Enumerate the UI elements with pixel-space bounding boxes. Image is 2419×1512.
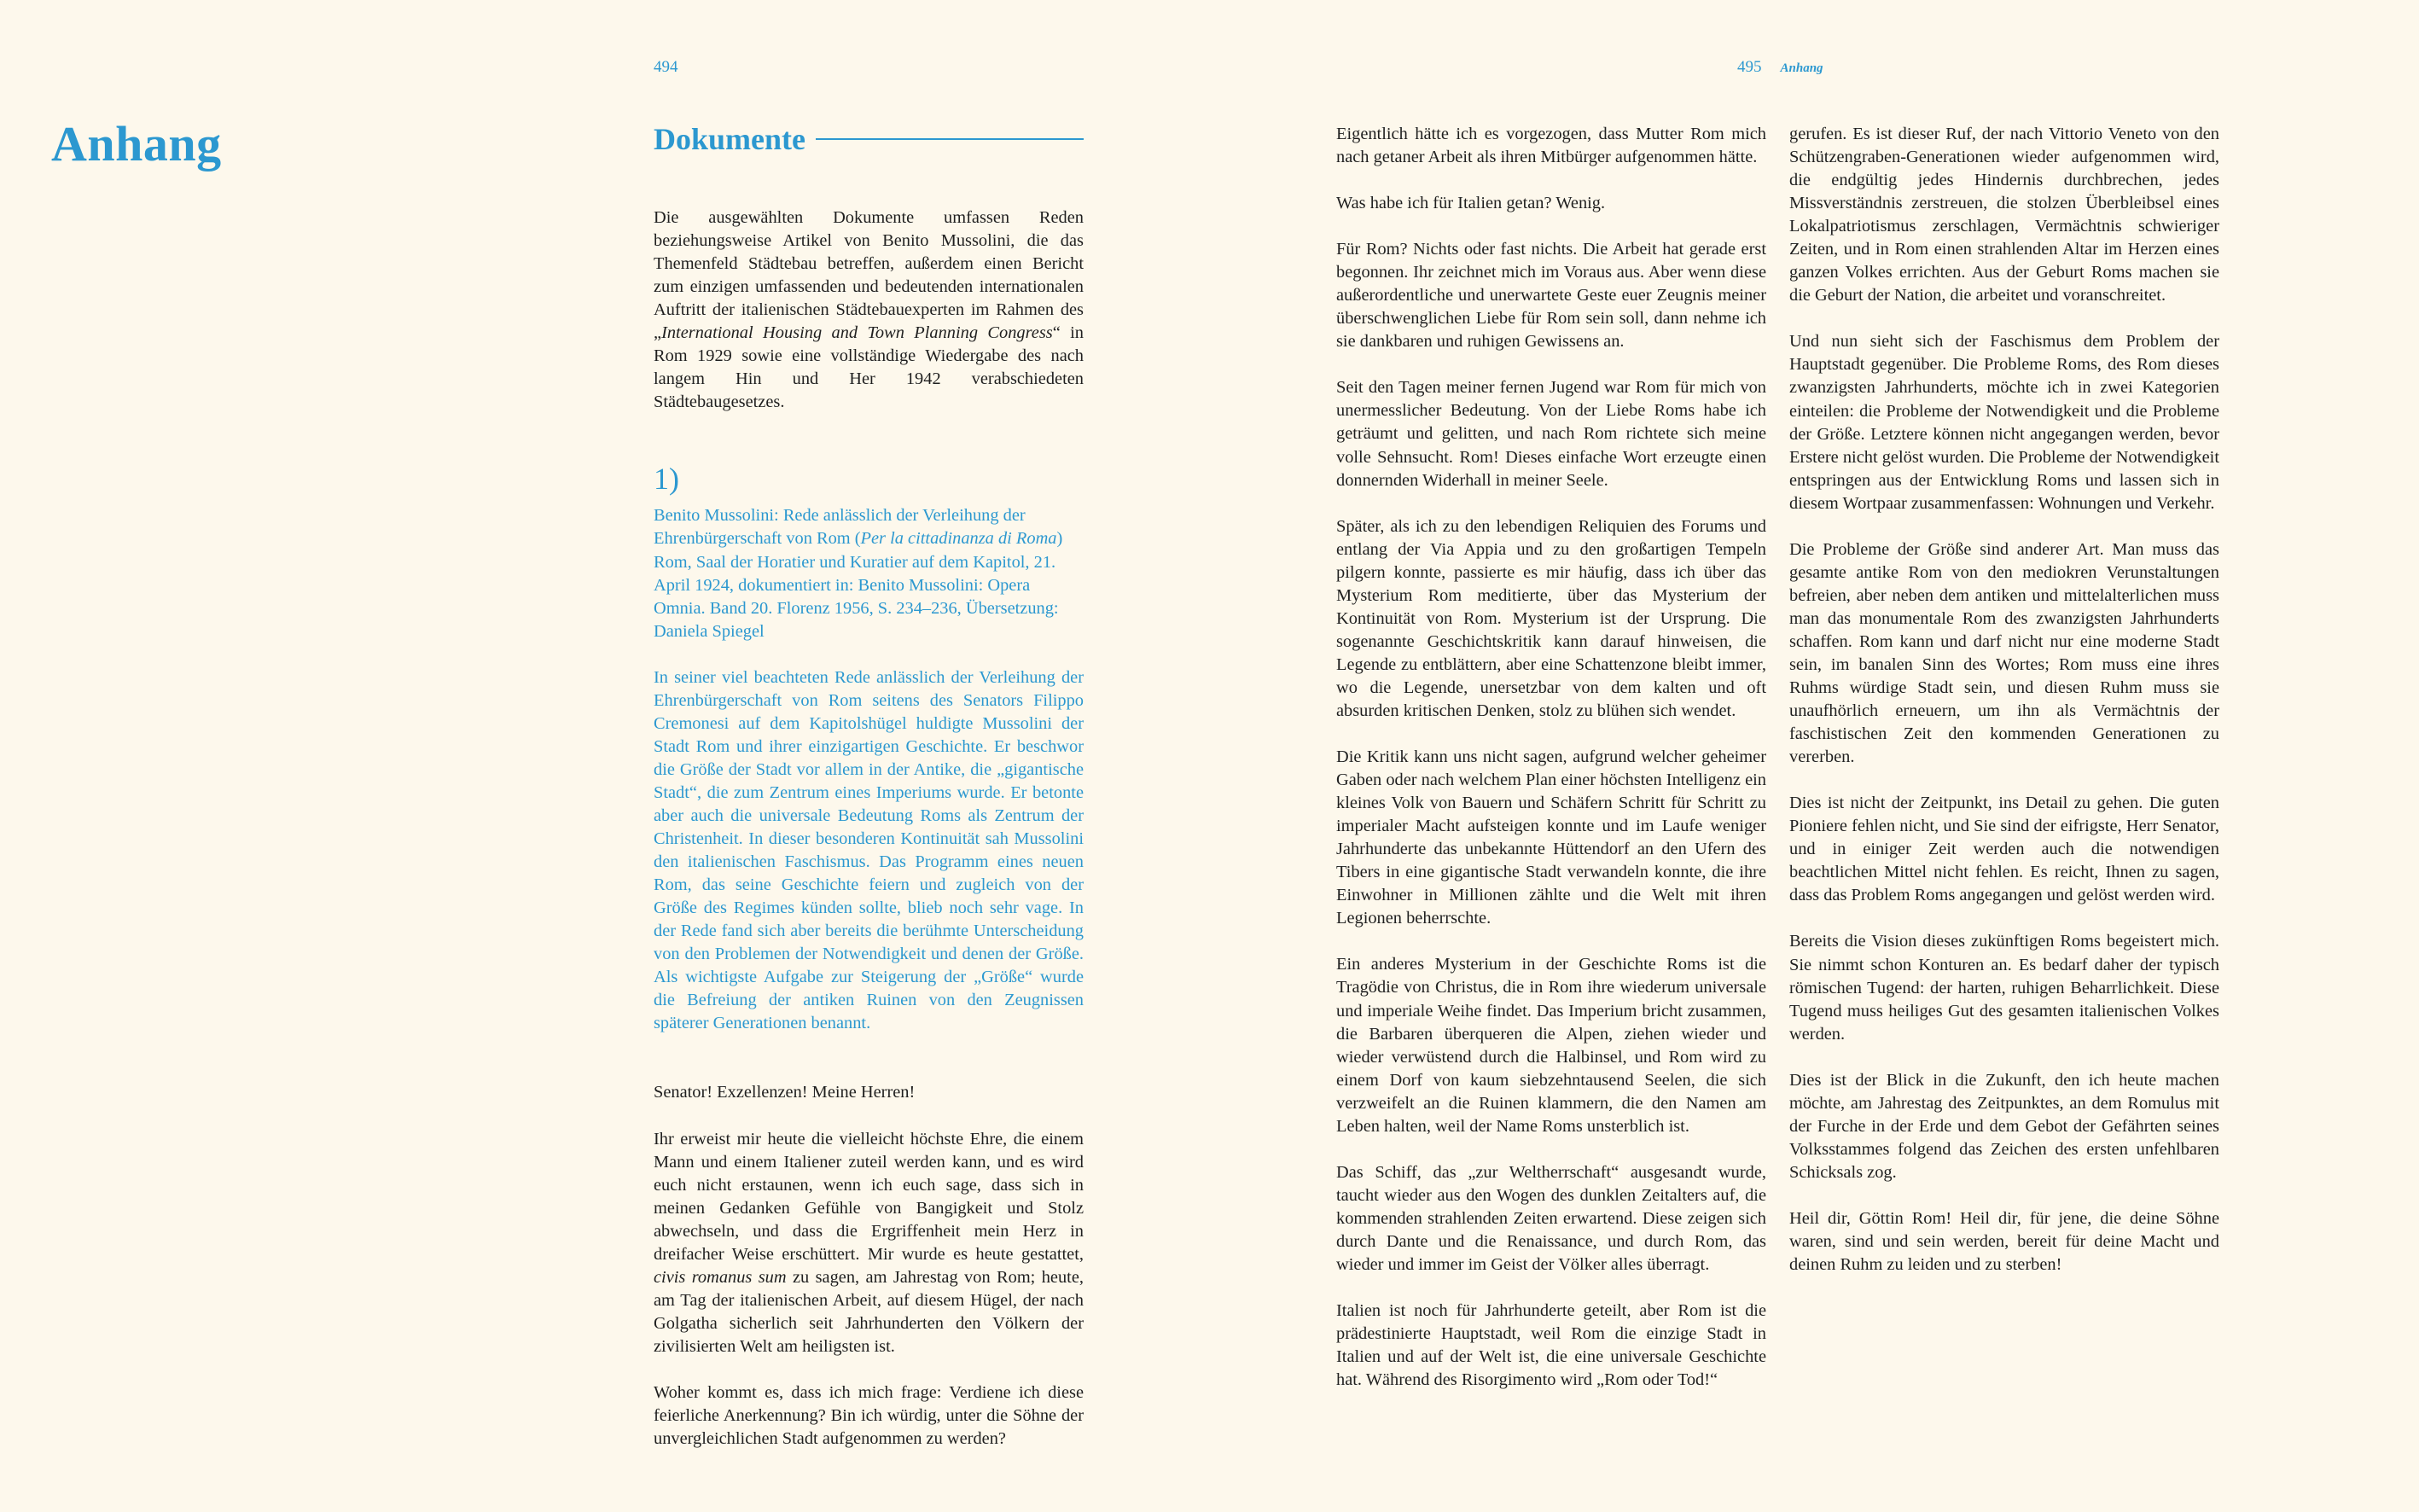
speech-paragraph: Später, als ich zu den lebendigen Reliquien des Forums und entlang der Via Appia und zu den großartigen Tempeln pilgern konnte, passierte es mir häufig, dass ich über das Mysterium Rom meditierte, über das Mysterium der Kontinuität von Rom. Mysterium ist der Ursprung. Die sogenannte Geschichtskritik kann darauf hinweisen, die Legende zu entblättern, aber eine Schattenzone bleibt immer, wo die Legende, unersetzbar von dem kalten und oft absurden kritischen Denken, stolz zu blühen sich wendet. — [1336, 516, 1766, 720]
speech-paragraph: Und nun sieht sich der Faschismus dem Problem der Hauptstadt gegenüber. Die Probleme Roms, des Rom dieses zwanzigsten Jahrhunderts, möchte ich in zwei Kategorien einteilen: die Probleme der Notwendigkeit und die Probleme der Größe. Letztere können nicht angegangen werden, bevor Erstere nicht gelöst wurden. Die Probleme der Notwendigkeit entspringen aus der Entwicklung Roms und lassen sich in diesem Wortpaar zusammenfassen: Wohnungen und Verkehr. — [1789, 332, 2219, 513]
speech-paragraph: Italien ist noch für Jahrhunderte geteilt, aber Rom ist die prädestinierte Hauptstadt, weil Rom die einzige Stadt in Italien und auf der Welt ist, die eine universale Geschichte hat. Während des Risorgimento wird „Rom oder Tod!“ — [1336, 1301, 1766, 1390]
speech-paragraph: Eigentlich hätte ich es vorgezogen, dass Mutter Rom mich nach getaner Arbeit als ihren Mitbürger aufgenommen hätte. — [1336, 125, 1766, 167]
italic-run: civis romanus sum — [654, 1267, 787, 1287]
right-page-column-2 — [1789, 123, 2219, 1276]
text-run: Benito Mussolini: Rede anlässlich der Verleihung der Ehrenbürgerschaft von Rom ( — [654, 506, 1026, 549]
heading-rule — [816, 138, 1084, 140]
speech-paragraph: Heil dir, Göttin Rom! Heil dir, für jene, die deine Söhne waren, sind und sein werden, bereit für deine Macht und deinen Ruhm zu leiden und zu sterben! — [1789, 1208, 2219, 1275]
speech-paragraph — [654, 1128, 1084, 1358]
italic-run: Per la cittadinanza di Roma — [860, 529, 1057, 549]
speech-paragraph: Bereits die Vision dieses zukünftigen Roms begeistert mich. Sie nimmt schon Konturen an. Es bedarf daher der typisch römischen Tugend: der harten, ruhigen Beharrlichkeit. Diese Tugend muss heiliges Gut des gesamten italienischen Volkes werden. — [1789, 932, 2219, 1044]
speech-paragraph: Woher kommt es, dass ich mich frage: Verdiene ich diese feierliche Anerkennung? Bin ich würdig, unter die Söhne der unvergleichlichen Stadt aufgenommen zu werden? — [654, 1382, 1084, 1449]
section-title: Anhang — [51, 116, 222, 172]
text-run: ) Rom, Saal der Horatier und Kuratier auf dem Kapitol, 21. April 1924, dokumentiert in: Benito Mussolini: Opera Omnia. Band 20. Florenz 1956, S. 234–236, Übersetzung: Daniela Spiegel — [654, 529, 1063, 641]
text-run: Ihr erweist mir heute die vielleicht höchste Ehre, die einem Mann und einem Italiener zuteil werden kann, und es wird euch nicht erstaunen, wenn ich euch sage, dass sich in meinen Gedanken Gefühle von Bangigkeit und Stolz abwechseln, und dass die Ergriffenheit mein Herz in dreifacher Weise erschüttert. Mir wurde es heute gestattet, — [654, 1129, 1084, 1264]
running-head: Anhang — [1780, 61, 1823, 75]
page-number-right-value: 495 — [1737, 58, 1762, 76]
text-run: Die ausgewählten Dokumente umfassen Reden beziehungsweise Artikel von Benito Mussolini, die das Themenfeld Städtebau betreffen, außerdem einen Bericht zum einzigen umfassenden und bedeutenden internationalen Auftritt der italienischen Städtebauexperten im Rahmen des „ — [654, 208, 1084, 343]
speech-paragraph: Ein anderes Mysterium in der Geschichte Roms ist die Tragödie von Christus, die in Rom ihre wiederum universale und imperiale Weihe findet. Das Imperium bricht zusammen, die Barbaren überqueren die Alpen, ziehen wieder und wieder verwüstend durch die Halbinsel, und Rom wird zu einem Dorf von kaum siebzehntausend Seelen, die sich verzweifelt an die Ruinen klammern, die den Namen am Leben halten, weil der Name Roms unsterblich ist. — [1336, 955, 1766, 1136]
page-number-left: 494 — [654, 58, 678, 76]
speech-paragraph: Dies ist nicht der Zeitpunkt, ins Detail zu gehen. Die guten Pioniere fehlen nicht, und Sie sind der eifrigste, Herr Senator, und in einiger Zeit werden auch die notwendigen beachtlichen Mittel nicht fehlen. Es reicht, Ihnen zu sagen, dass das Problem Roms angegangen und gelöst werden wird. — [1789, 794, 2219, 905]
italic-run: International Housing and Town Planning Congress — [661, 323, 1053, 343]
speech-paragraph: gerufen. Es ist dieser Ruf, der nach Vittorio Veneto von den Schützengraben-Generationen wieder aufgenommen wird, die endgültig jedes Hindernis durchbrechen, jedes Missverständnis zerstreuen, die stolzen Überbleibsel eines Lokalpatriotismus zerschlagen, Vermächtnis schwieriger Zeiten, und in Rom einen strahlenden Altar im Herzen eines ganzen Volkes errichten. Aus der Geburt Roms machen sie die Geburt der Nation, die arbeitet und voranschreitet. — [1789, 125, 2219, 305]
speech-paragraph: Die Probleme der Größe sind anderer Art. Man muss das gesamte antike Rom von den mediokren Verunstaltungen befreien, aber neben dem antiken und mittelalterlichen muss man das monumentale Rom des zwanzigsten Jahrhunderts schaffen. Rom kann und darf nicht nur eine moderne Stadt sein, im banalen Sinn des Wortes; Rom muss eine ihres Ruhms würdige Stadt sein, und diesen Ruhm muss sie unaufhörlich erneuern, um ihn als Vermächtnis der faschistischen Zeit den kommenden Generationen zu vererben. — [1789, 539, 2219, 767]
speech-paragraph: Das Schiff, das „zur Weltherrschaft“ ausgesandt wurde, taucht wieder aus den Wogen des dunklen Zeitalters auf, die kommenden strahlenden Zeiten erwartend. Diese zeigen sich durch Dante und die Renaissance, und durch Rom, das wieder und immer im Geist der Völker alles überragt. — [1336, 1162, 1766, 1274]
documents-heading — [654, 118, 1084, 160]
speech-paragraph: Die Kritik kann uns nicht sagen, aufgrund welcher geheimer Gaben oder nach welchem Plan einer höchsten Intelligenz ein kleines Volk von Bauern und Schäfern Schritt für Schritt zu imperialer Macht aufsteigen konnte und im Laufe weniger Jahrhunderte das unbekannte Hüttendorf an den Ufern des Tibers in eine gigantische Stadt verwandeln konnte, die ihre Einwohner in Millionen zählte und die Welt mit ihren Legionen beherrschte. — [1336, 747, 1766, 928]
speech-paragraph: Für Rom? Nichts oder fast nichts. Die Arbeit hat gerade erst begonnen. Ihr zeichnet mich im Voraus aus. Aber wenn diese außerordentliche und unerwartete Geste euer Zeugnis meiner überschwenglichen Liebe für Rom sein soll, dann nehme ich sie dankbaren und ruhigen Gewissens an. — [1336, 240, 1766, 352]
documents-heading-text: Dokumente — [654, 122, 805, 156]
right-page-column-1 — [1336, 123, 1766, 1392]
spacer — [654, 437, 1084, 460]
speech-paragraph: Was habe ich für Italien getan? Wenig. — [1336, 194, 1606, 213]
left-page-column — [654, 118, 1084, 1451]
document-summary: In seiner viel beachteten Rede anlässlich der Verleihung der Ehrenbürgerschaft von Rom seitens des Senators Filippo Cremonesi auf dem Kapitolshügel huldigte Mussolini der Stadt Rom und ihrer einzigartigen Geschichte. Er beschwor die Größe der Stadt vor allem in der Antike, die „gigantische Stadt“, die zum Zentrum eines Imperiums wurde. Er betonte aber auch die universale Bedeutung Roms als Zentrum der Christenheit. In dieser besonderen Kontinuität sah Mussolini den italienischen Faschismus. Das Programm eines neuen Rom, das seine Geschichte feiern und zugleich von der Größe des Regimes künden sollte, blieb noch sehr vage. In der Rede fand sich aber bereits die berühmte Unterscheidung von den Problemen der Notwendigkeit und denen der Größe. Als wichtigste Aufgabe zur Steigerung der „Größe“ wurde die Befreiung der antiken Ruinen von den Zeugnissen späterer Generationen benannt. — [654, 667, 1084, 1033]
page-number-right — [1737, 58, 1823, 77]
document-source — [654, 504, 1084, 643]
text-run: “ in Rom 1929 sowie eine vollständige Wiedergabe des nach langem Hin und Her 1942 verabschiedeten Städtebaugesetzes. — [654, 323, 1084, 412]
speech-paragraph: Dies ist der Blick in die Zukunft, den ich heute machen möchte, am Jahrestag des Zeitpunktes, an dem Romulus mit der Furche in der Erde und dem Gebot der Gefährten seines Volksstammes folgend das Zeichen des ersten unfehlbaren Schicksals zog. — [1789, 1070, 2219, 1182]
text-run: zu sagen, am Jahrestag von Rom; heute, am Tag der italienischen Arbeit, auf diesem Hügel, der nach Golgatha sicherlich seit Jahrhunderten den Völkern der zivilisierten Welt am heiligsten ist. — [654, 1267, 1084, 1356]
speech-salutation: Senator! Exzellenzen! Meine Herren! — [654, 1083, 916, 1102]
spacer — [654, 1058, 1084, 1081]
document-number: 1) — [654, 462, 679, 497]
speech-paragraph: Seit den Tagen meiner fernen Jugend war Rom für mich von unermesslicher Bedeutung. Von der Liebe Roms habe ich geträumt und gelitten, und nach Rom richtete sich meine volle Sehnsucht. Rom! Dieses einfache Wort erzeugte einen donnernden Widerhall in meiner Seele. — [1336, 378, 1766, 490]
intro-paragraph — [654, 206, 1084, 414]
